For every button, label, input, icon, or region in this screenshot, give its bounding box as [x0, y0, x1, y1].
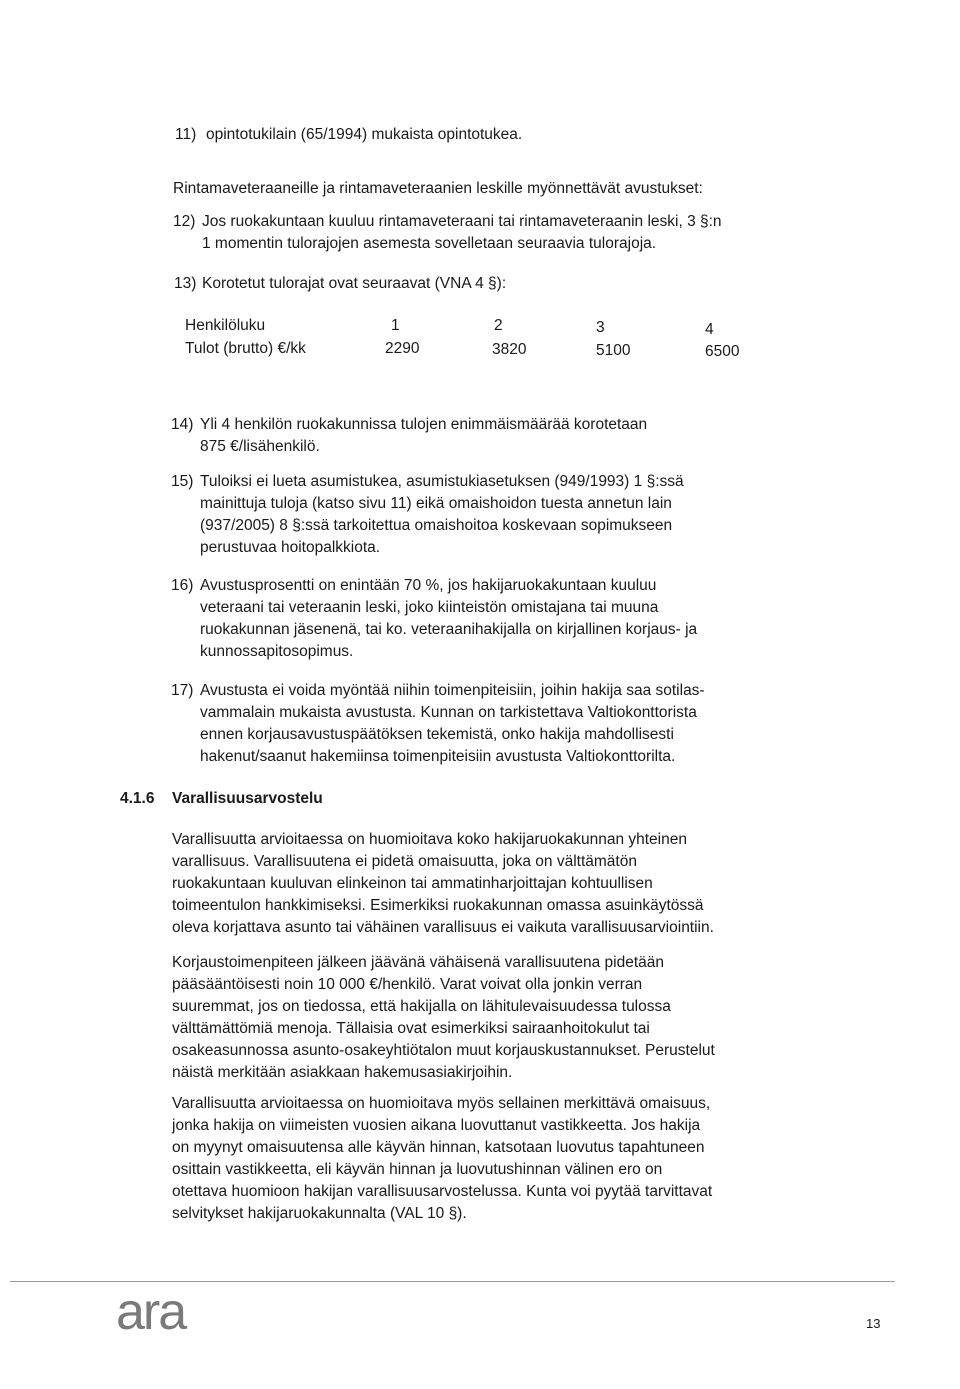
- list-item-12: [173, 211, 722, 255]
- item-text-line: Tuloiksi ei lueta asumistukea, asumistukiasetuksen (949/1993) 1 §:ssä: [200, 473, 684, 490]
- item-number: 17): [171, 682, 194, 699]
- income-value: 6500: [705, 343, 740, 360]
- item-number: 15): [171, 473, 194, 490]
- item-text-line: 1 momentin tulorajojen asemesta sovelletaan seuraavia tulorajoja.: [202, 235, 657, 252]
- paragraph-line: oleva korjattava asunto tai vähäinen varallisuus ei vaikuta varallisuusarviointiin.: [172, 919, 714, 936]
- item-number: 11): [175, 126, 197, 143]
- list-item-17: [171, 680, 705, 768]
- paragraph-line: pääsääntöisesti noin 10 000 €/henkilö. Varat voivat olla jonkin verran: [172, 976, 643, 993]
- item-text-line: kunnossapitosopimus.: [200, 643, 354, 660]
- paragraph-line: näistä merkitään asiakkaan hakemusasiakirjoihin.: [172, 1064, 513, 1081]
- paragraph-line: suuremmat, jos on tiedossa, että hakijalla on lähitulevaisuudessa tulossa: [172, 998, 671, 1015]
- paragraph-line: välttämättömiä menoja. Tällaisia ovat esimerkiksi sairaanhoitokulut tai: [172, 1020, 650, 1037]
- paragraph-line: Varallisuutta arvioitaessa on huomioitava koko hakijaruokakunnan yhteinen: [172, 831, 687, 848]
- persons-value: 4: [705, 321, 714, 338]
- paragraph-line: otettava huomioon hakijan varallisuusarvostelussa. Kunta voi pyytää tarvittavat: [172, 1183, 713, 1200]
- list-item-14: [171, 414, 647, 458]
- paragraph-line: Korjaustoimenpiteen jälkeen jäävänä vähäisenä varallisuutena pidetään: [172, 954, 665, 971]
- paragraph-line: jonka hakija on viimeisten vuosien aikana luovuttanut vastikkeetta. Jos hakija: [172, 1117, 701, 1134]
- paragraph-transferred-assets: [172, 1093, 712, 1225]
- paragraph-remaining-assets: [172, 952, 715, 1084]
- list-item-15: [171, 471, 684, 559]
- paragraph-line: Varallisuutta arvioitaessa on huomioitava myös sellainen merkittävä omaisuus,: [172, 1095, 711, 1112]
- item-text-line: hakenut/saanut hakemiinsa toimenpiteisiin avustusta Valtiokonttorilta.: [200, 748, 676, 765]
- item-text-line: veteraani tai veteraanin leski, joko kiinteistön omistajana tai muuna: [200, 599, 659, 616]
- item-text-line: mainittuja tuloja (katso sivu 11) eikä omaishoidon tuesta annetun lain: [200, 495, 672, 512]
- persons-value: 2: [494, 317, 503, 334]
- paragraph-line: on myynyt omaisuutensa alle käyvän hinnan, katsotaan luovutus tapahtuneen: [172, 1139, 705, 1156]
- paragraph-line: selvitykset hakijaruokakunnalta (VAL 10 §).: [172, 1205, 467, 1222]
- item-text-line: (937/2005) 8 §:ssä tarkoitettua omaishoitoa koskevaan sopimukseen: [200, 517, 673, 534]
- income-value: 5100: [596, 342, 631, 359]
- paragraph-line: varallisuus. Varallisuutena ei pidetä omaisuutta, joka on välttämätön: [172, 853, 637, 870]
- paragraph-line: osittain vastikkeetta, eli käyvän hinnan ja luovutushinnan välinen ero on: [172, 1161, 663, 1178]
- list-item-16: [171, 575, 697, 663]
- ara-logo: ara: [116, 1283, 186, 1341]
- persons-label: Henkilöluku: [185, 317, 266, 334]
- item-text-line: Avustusta ei voida myöntää niihin toimenpiteisiin, joihin hakija saa sotilas-: [200, 682, 705, 699]
- item-number: 13): [174, 275, 197, 292]
- item-text-line: vammalain mukaista avustusta. Kunnan on tarkistettava Valtiokonttorista: [200, 704, 697, 721]
- item-text-line: Korotetut tulorajat ovat seuraavat (VNA 4 §):: [202, 275, 507, 292]
- item-text-line: ennen korjausavustuspäätöksen tekemistä, onko hakija mahdollisesti: [200, 726, 674, 743]
- income-value: 2290: [385, 340, 420, 357]
- persons-value: 3: [596, 319, 605, 336]
- list-item-11: [175, 124, 522, 146]
- intro-text: Rintamaveteraaneille ja rintamaveteraanien leskille myönnettävät avustukset:: [173, 180, 703, 197]
- item-text-line: Avustusprosentti on enintään 70 %, jos hakijaruokakuntaan kuuluu: [200, 577, 657, 594]
- section-number: 4.1.6: [120, 790, 155, 807]
- section-title: Varallisuusarvostelu: [172, 790, 323, 807]
- page-number: 13: [866, 1316, 881, 1331]
- income-value: 3820: [492, 341, 527, 358]
- item-text-line: Jos ruokakuntaan kuuluu rintamaveteraani tai rintamaveteraanin leski, 3 §:n: [202, 213, 722, 230]
- item-text-line: opintotukilain (65/1994) mukaista opintotukea.: [206, 126, 523, 143]
- item-text-line: perustuvaa hoitopalkkiota.: [200, 539, 381, 556]
- item-number: 12): [173, 213, 196, 230]
- section-heading: [120, 790, 323, 808]
- item-number: 14): [171, 416, 194, 433]
- item-text-line: 875 €/lisähenkilö.: [200, 438, 320, 455]
- paragraph-line: osakeasunnossa asunto-osakeyhtiötalon muut korjauskustannukset. Perustelut: [172, 1042, 715, 1059]
- paragraph-line: toimeentulon hankkimiseksi. Esimerkiksi ruokakunnan omassa asuinkäytössä: [172, 897, 704, 914]
- paragraph-line: ruokakuntaan kuuluvan elinkeinon tai ammatinharjoittajan kohtuullisen: [172, 875, 653, 892]
- item-number: 16): [171, 577, 194, 594]
- persons-value: 1: [391, 317, 400, 334]
- item-text-line: ruokakunnan jäsenenä, tai ko. veteraanihakijalla on kirjallinen korjaus- ja: [200, 621, 698, 638]
- item-text-line: Yli 4 henkilön ruokakunnissa tulojen enimmäismäärää korotetaan: [200, 416, 648, 433]
- paragraph-wealth-assessment: [172, 829, 714, 939]
- income-label: Tulot (brutto) €/kk: [185, 340, 306, 357]
- list-item-13: [174, 273, 506, 295]
